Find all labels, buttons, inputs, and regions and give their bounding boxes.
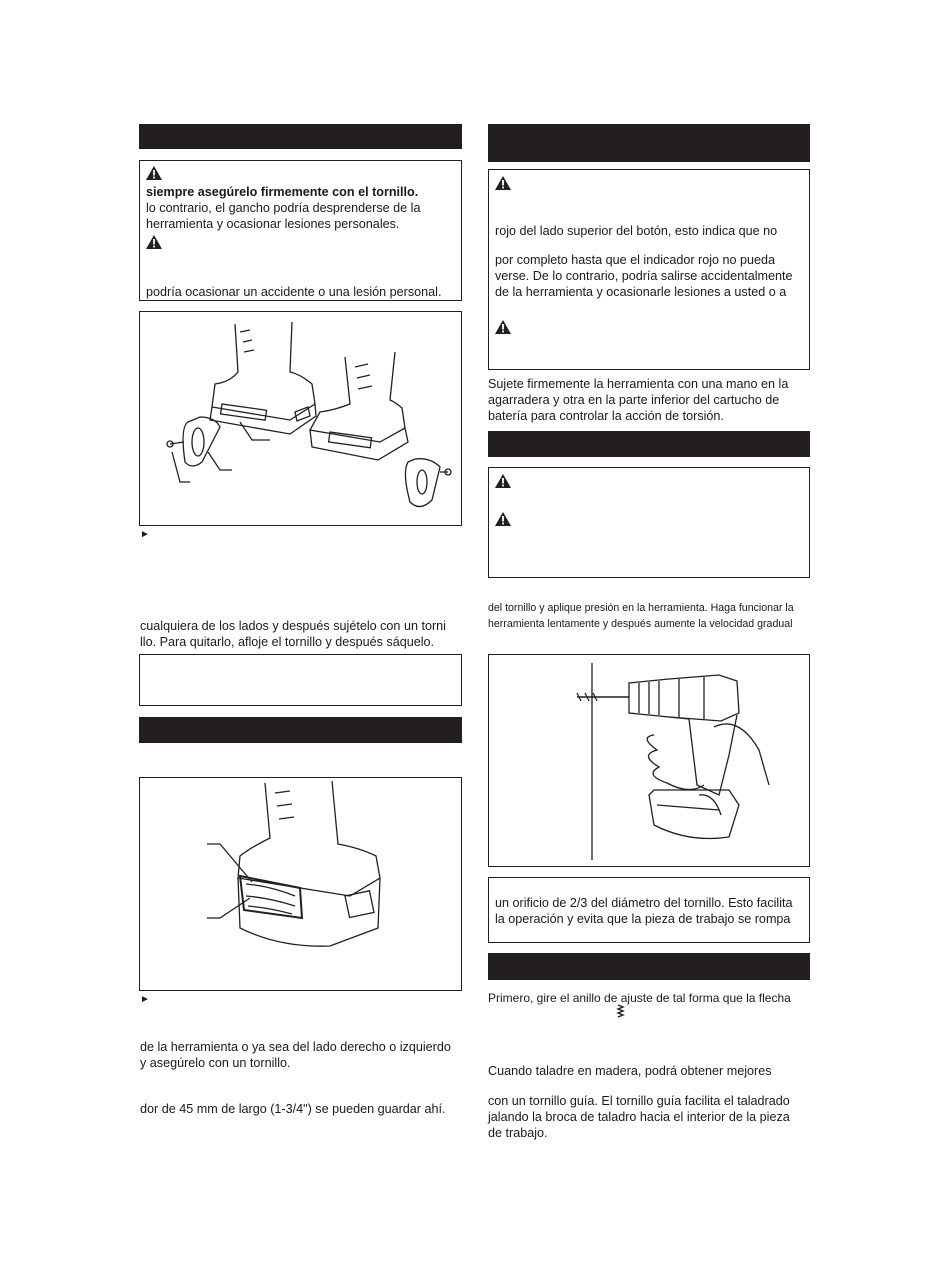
warning-text: lo contrario, el gancho podría desprenderse de la: [146, 201, 421, 215]
body-text: del tornillo y aplique presión en la herramienta. Haga funcionar la: [488, 602, 794, 614]
figure-screwdriving: [488, 654, 810, 867]
warning-icon: [145, 165, 163, 181]
note-box-pilot: [488, 877, 810, 943]
warning-text: siempre asegúrelo firmemente con el tornillo.: [146, 185, 419, 199]
warning-text: verse. De lo contrario, podría salirse accidentalmente: [495, 269, 793, 283]
body-text: Primero, gire el anillo de ajuste de tal forma que la flecha: [488, 991, 791, 1005]
body-text: de trabajo.: [488, 1126, 548, 1140]
warning-text: por completo hasta que el indicador rojo no pueda: [495, 253, 776, 267]
body-text: dor de 45 mm de largo (1-3/4") se pueden guardar ahí.: [140, 1102, 446, 1116]
section-header-bar-holder: [139, 717, 462, 743]
warning-text: podría ocasionar un accidente o una lesión personal.: [146, 285, 442, 299]
section-header-bar-drilling: [488, 953, 810, 980]
figure-bit-holder: [139, 777, 462, 991]
warning-box-battery: [488, 169, 810, 370]
section-header-bar-battery: [488, 124, 810, 162]
warning-text: herramienta y ocasionar lesiones personales.: [146, 217, 400, 231]
body-text: herramienta lentamente y después aumente la velocidad gradual: [488, 618, 793, 630]
warning-icon: [494, 319, 512, 335]
warning-icon: [494, 511, 512, 527]
body-text: y asegúrelo con un tornillo.: [140, 1056, 291, 1070]
screwdriving-illustration: [489, 655, 809, 866]
warning-text: rojo del lado superior del botón, esto indica que no: [495, 224, 778, 238]
note-text: la operación y evita que la pieza de trabajo se rompa: [495, 912, 791, 926]
body-text: de la herramienta o ya sea del lado derecho o izquierdo: [140, 1040, 451, 1054]
body-text: cualquiera de los lados y después sujételo con un torni: [140, 619, 446, 633]
warning-text: de la herramienta y ocasionarle lesiones a usted o a: [495, 285, 787, 299]
figure-hook-install: [139, 311, 462, 526]
drill-mode-icon: [616, 1004, 625, 1018]
body-text: Cuando taladre en madera, podrá obtener mejores: [488, 1064, 772, 1078]
warning-icon: [494, 473, 512, 489]
body-text: agarradera y otra en la parte inferior del cartucho de: [488, 393, 780, 407]
section-header-bar-hook: [139, 124, 462, 149]
body-text: jalando la broca de taladro hacia el interior de la pieza: [488, 1110, 790, 1124]
warning-box-hook: [139, 160, 462, 301]
body-text: con un tornillo guía. El tornillo guía facilita el taladrado: [488, 1094, 790, 1108]
note-text: un orificio de 2/3 del diámetro del tornillo. Esto facilita: [495, 896, 793, 910]
bullet-arrow: ►: [140, 994, 150, 1005]
drill-hook-illustration: [140, 312, 461, 525]
warning-box-screw: [488, 467, 810, 578]
warning-icon: [494, 175, 512, 191]
section-header-bar-screw: [488, 431, 810, 457]
warning-icon: [145, 234, 163, 250]
body-text: llo. Para quitarlo, afloje el tornillo y después sáquelo.: [140, 635, 435, 649]
bit-holder-illustration: [140, 778, 461, 990]
note-box-empty: [139, 654, 462, 706]
bullet-arrow: ►: [140, 529, 150, 540]
body-text: Sujete firmemente la herramienta con una mano en la: [488, 377, 789, 391]
body-text: batería para controlar la acción de torsión.: [488, 409, 724, 423]
